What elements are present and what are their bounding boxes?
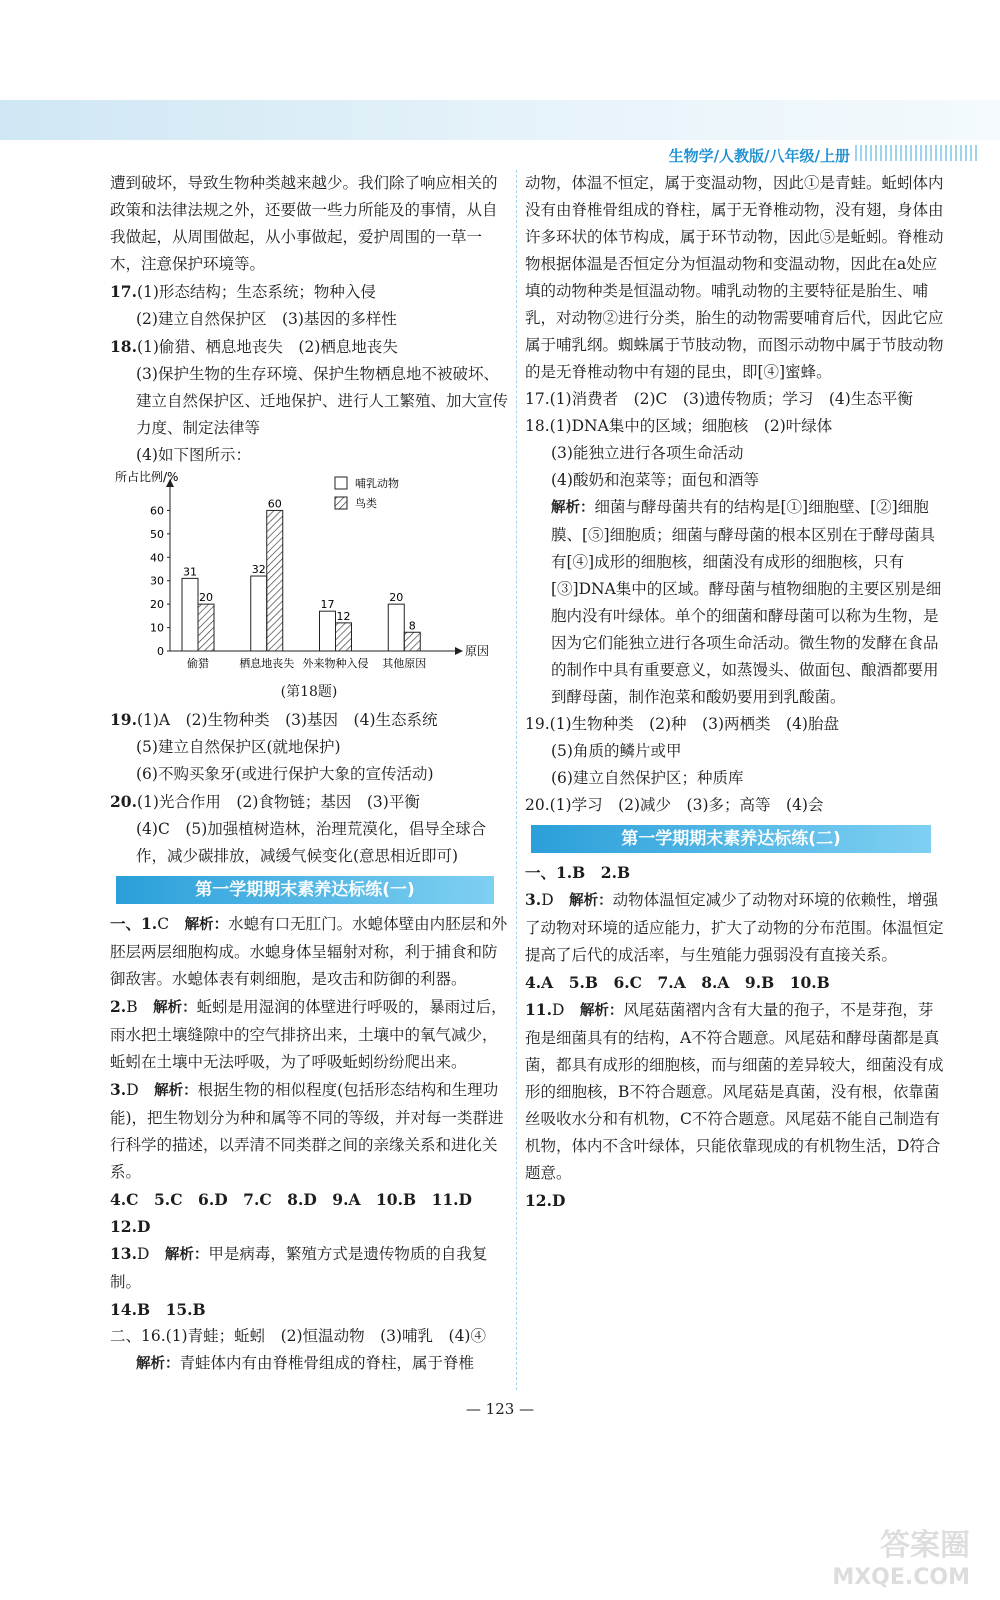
s2-q1-2: 一、1.B 2.B xyxy=(525,863,631,882)
r-q18c: (4)酸奶和泡菜等；面包和酒等 xyxy=(551,471,759,489)
r-q19b: (5)角质的鳞片或甲 xyxy=(551,742,682,760)
y-tick-label: 60 xyxy=(150,504,164,518)
q19-a1 xyxy=(110,706,508,734)
header-band xyxy=(0,100,1000,140)
s2-q11-text: 风尾菇菌褶内含有大量的孢子，不是芽孢，芽孢是细菌具有的结构，A不符合题意。风尾菇和酵母菌都是真菌，都具有成形的细胞核，而与细菌的差异较大，细菌没有成形的细胞核，B不符合题意。风尾菇是真菌，没有根，依靠菌丝吸收水分和有机物，C不符合题意。风尾菇不能自己制造有机物，体内不含叶绿体，只能依靠现成的有机物生活，D符合题意。 xyxy=(525,1001,944,1182)
r-q18b: (3)能独立进行各项生命活动 xyxy=(551,444,744,462)
bar-value-label: 60 xyxy=(267,497,282,511)
s2-q11-num: 11. xyxy=(525,1000,552,1019)
y-tick-label: 30 xyxy=(150,574,164,588)
q18-a1-text: (1)偷猎、栖息地丧失 (2)栖息地丧失 xyxy=(136,338,398,356)
q19-a5: (5)建立自然保护区(就地保护) xyxy=(136,738,341,756)
q17-a1-text: (1)形态结构；生态系统；物种入侵 xyxy=(136,283,376,301)
s1-q3-jx-label: 解析： xyxy=(154,1083,198,1099)
q18-a3: (3)保护生物的生存环境、保护生物栖息地不被破坏、建立自然保护区、迁地保护、进行人工繁殖、加大宣传力度、制定法律等 xyxy=(136,365,509,437)
bar-mammal xyxy=(320,611,336,651)
page-number: — 123 — xyxy=(465,1400,535,1418)
s1-q3 xyxy=(110,1076,508,1186)
legend-label: 哺乳动物 xyxy=(355,477,399,490)
x-axis-label: 原因 xyxy=(465,644,490,658)
q20-a4: (4)C (5)加强植树造林，治理荒漠化，倡导全球合作，减少碳排放，减缓气候变化(意思相近即可) xyxy=(136,820,487,865)
y-tick-label: 20 xyxy=(150,598,164,612)
right-column xyxy=(525,170,945,1214)
q19-a6: (6)不购买象牙(或进行保护大象的宣传活动) xyxy=(136,765,434,783)
s2-q11 xyxy=(525,996,945,1187)
y-tick-label: 50 xyxy=(150,527,164,541)
subject-header: 生物学/人教版/八年级/上册 xyxy=(668,147,850,165)
q19-a1-text: (1)A (2)生物种类 (3)基因 (4)生态系统 xyxy=(136,711,438,729)
r-q19c: (6)建立自然保护区；种质库 xyxy=(551,769,744,787)
q17-a2: (2)建立自然保护区 (3)基因的多样性 xyxy=(136,310,397,328)
q18-a1 xyxy=(110,333,508,361)
s1-q13-ans: D xyxy=(136,1245,150,1263)
s1-q1 xyxy=(110,910,508,993)
legend-swatch xyxy=(335,497,347,509)
bar-chart-svg xyxy=(110,469,508,679)
s2-q3-num: 3. xyxy=(525,890,542,909)
y-axis-label: 所占比例/% xyxy=(115,470,179,484)
bar-value-label: 8 xyxy=(408,619,416,633)
x-tick-label: 其他原因 xyxy=(382,657,427,670)
section-title-1: 第一学期期末素养达标练(一) xyxy=(116,876,494,904)
s1-q16-jx xyxy=(110,1350,508,1378)
s1-q2-num: 2. xyxy=(110,997,127,1016)
q20-a1 xyxy=(110,788,508,816)
x-axis-arrow xyxy=(455,647,463,655)
s1-q16-jx-label: 解析： xyxy=(136,1356,180,1372)
s1-q1-jx-label: 解析： xyxy=(184,917,229,933)
r-q17: 17.(1)消费者 (2)C (3)遗传物质；学习 (4)生态平衡 xyxy=(525,390,913,408)
s2-q12: 12.D xyxy=(525,1191,566,1210)
watermark-logo: 答案圈 xyxy=(880,1528,970,1563)
r-q18-jx xyxy=(525,494,945,711)
bar-bird xyxy=(267,510,283,651)
q16-continued: 动物，体温不恒定，属于变温动物，因此①是青蛙。蚯蚓体内没有由脊椎骨组成的脊柱，属于无脊椎动物，没有翅，身体由许多环状的体节构成，属于环节动物，因此⑤是蚯蚓。脊椎动物根据体温是否恒定分为恒温动物和变温动物，因此在a处应填的动物种类是恒温动物。哺乳动物的主要特征是胎生、哺乳，对动物②进行分类，胎生的动物需要哺育后代，因此它应属于哺乳纲。蜘蛛属于节肢动物，而图示动物中属于节肢动物的是无脊椎动物中有翅的昆虫，即[④]蜜蜂。 xyxy=(525,174,944,381)
s1-q16-text: 青蛙体内有由脊椎骨组成的脊柱，属于脊椎 xyxy=(179,1354,475,1372)
s2-q11-jx-label: 解析： xyxy=(579,1003,624,1019)
q19-num: 19. xyxy=(110,710,137,729)
s1-q1-num: 一、1. xyxy=(110,914,158,933)
s1-q2-ans: B xyxy=(126,998,138,1016)
column-divider xyxy=(516,170,517,1390)
section-title-2: 第一学期期末素养达标练(二) xyxy=(531,825,931,853)
x-tick-label: 栖息地丧失 xyxy=(239,657,295,670)
header-pattern xyxy=(855,145,980,161)
s1-q16: 二、16.(1)青蛙；蚯蚓 (2)恒温动物 (3)哺乳 (4)④ xyxy=(110,1327,486,1345)
bar-mammal xyxy=(182,578,198,651)
x-tick-label: 外来物种入侵 xyxy=(302,657,369,670)
s1-q13 xyxy=(110,1240,508,1296)
x-tick-label: 偷猎 xyxy=(187,657,209,670)
s1-q3-ans: D xyxy=(126,1081,139,1099)
s1-q13-jx-label: 解析： xyxy=(164,1247,209,1263)
legend-label: 鸟类 xyxy=(355,497,377,510)
r-q18a: 18.(1)DNA集中的区域；细胞核 (2)叶绿体 xyxy=(525,417,833,435)
intro-paragraph: 遭到破坏，导致生物种类越来越少。我们除了响应相关的政策和法律法规之外，还要做一些力所能及的事情，从自我做起，从周围做起，从小事做起，爱护周围的一草一木，注意保护环境等。 xyxy=(110,174,498,273)
bar-value-label: 17 xyxy=(320,598,335,612)
y-tick-label: 10 xyxy=(150,621,164,635)
s2-q3-text: 动物体温恒定减少了动物对环境的依赖性，增强了动物对环境的适应能力，扩大了动物的分布范围。体温恒定提高了后代的成活率，与生殖能力强弱没有直接关系。 xyxy=(525,891,944,964)
s1-q14: 14.B 15.B xyxy=(110,1300,206,1319)
s1-q2-jx-label: 解析： xyxy=(153,1000,197,1016)
q18-num: 18. xyxy=(110,337,137,356)
bar-value-label: 20 xyxy=(389,591,404,605)
s2-q3-jx-label: 解析： xyxy=(569,893,613,909)
bar-value-label: 32 xyxy=(251,563,266,577)
chart-caption: (第18题) xyxy=(280,684,338,700)
bar-mammal xyxy=(388,604,404,651)
r-q20: 20.(1)学习 (2)减少 (3)多；高等 (4)会 xyxy=(525,796,824,814)
q20-a1-text: (1)光合作用 (2)食物链；基因 (3)平衡 xyxy=(136,793,420,811)
r-q18-text: 细菌与酵母菌共有的结构是[①]细胞壁、[②]细胞膜、[⑤]细胞质；细菌与酵母菌的根本区别在于酵母菌具有[④]成形的细胞核，细菌没有成形的细胞核，只有[③]DNA集中的区域。酵母菌与植物细胞的主要区别是细胞内没有叶绿体。单个的细菌和酵母菌可以称为生物，是因为它们能独立进行各项生命活动。微生物的发酵在食品的制作中具有重要意义，如蒸馒头、做面包、酿酒都要用到酵母菌，制作泡菜和酸奶要用到乳酸菌。 xyxy=(551,498,942,706)
q18-a4: (4)如下图所示： xyxy=(136,446,251,464)
r-q18-jx-label: 解析： xyxy=(551,500,595,516)
bar-bird xyxy=(198,604,214,651)
s2-q3-ans: D xyxy=(541,891,554,909)
bar-bird xyxy=(336,623,352,651)
left-column xyxy=(110,170,508,1378)
q17-num: 17. xyxy=(110,282,137,301)
bar-value-label: 20 xyxy=(199,591,213,605)
bar-mammal xyxy=(251,576,267,651)
y-tick-label: 0 xyxy=(157,645,164,658)
q17-a1 xyxy=(110,278,508,306)
s1-q1-text: 水螅有口无肛门。水螅体壁由内胚层和外胚层两层细胞构成。水螅身体呈辐射对称，利于捕食和防御敌害。水螅体表有刺细胞，是攻击和防御的利器。 xyxy=(110,915,508,988)
s1-q1-ans: C xyxy=(157,915,170,933)
bar-bird xyxy=(404,632,420,651)
s2-mc: 4.A 5.B 6.C 7.A 8.A 9.B 10.B xyxy=(525,973,830,992)
s1-q2 xyxy=(110,993,508,1076)
q20-num: 20. xyxy=(110,792,137,811)
s1-q2-text: 蚯蚓是用湿润的体壁进行呼吸的，暴雨过后，雨水把土壤缝隙中的空气排挤出来，土壤中的氧气减少，蚯蚓在土壤中无法呼吸，为了呼吸蚯蚓纷纷爬出来。 xyxy=(110,998,507,1071)
s1-q13-text: 甲是病毒，繁殖方式是遗传物质的自我复制。 xyxy=(110,1245,488,1291)
s2-q11-ans: D xyxy=(551,1001,565,1019)
y-tick-label: 40 xyxy=(150,551,164,565)
legend-swatch xyxy=(335,477,347,489)
bar-value-label: 12 xyxy=(336,609,351,623)
watermark-url: MXQE.COM xyxy=(832,1565,970,1590)
s2-q3 xyxy=(525,886,945,969)
s1-mc: 4.C 5.C 6.D 7.C 8.D 9.A 10.B 11.D 12.D xyxy=(110,1190,488,1236)
r-q19a: 19.(1)生物种类 (2)种 (3)两栖类 (4)胎盘 xyxy=(525,715,839,733)
s1-q3-text: 根据生物的相似程度(包括形态结构和生理功能)，把生物划分为种和属等不同的等级，并对每一类群进行科学的描述，以弄清不同类群之间的亲缘关系和进化关系。 xyxy=(110,1081,504,1181)
s1-q3-num: 3. xyxy=(110,1080,127,1099)
s1-q13-num: 13. xyxy=(110,1244,137,1263)
bar-value-label: 31 xyxy=(183,565,197,579)
bar-chart xyxy=(110,469,508,679)
